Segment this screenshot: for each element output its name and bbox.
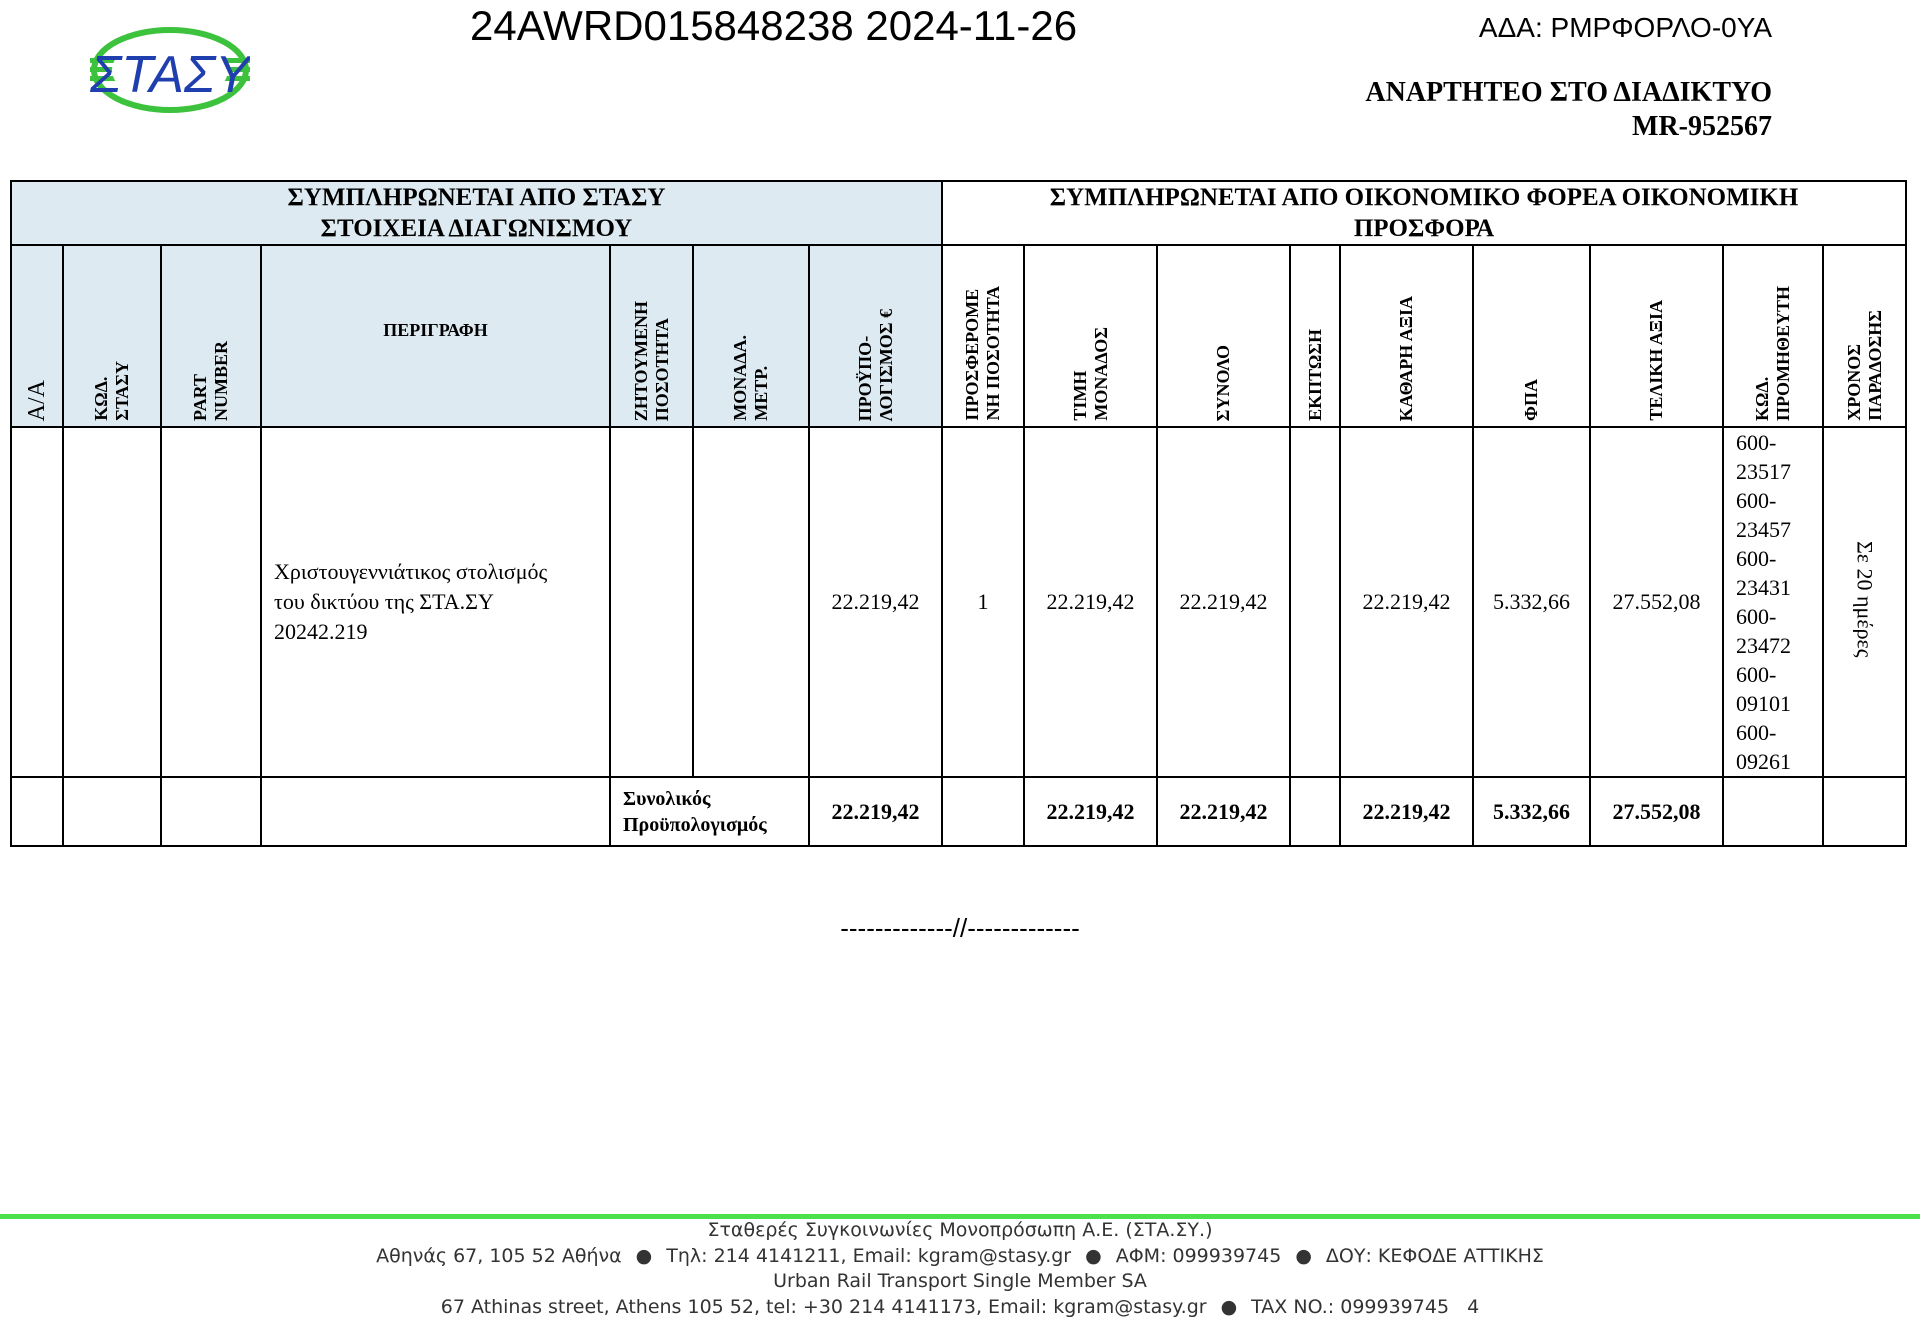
footer xyxy=(0,1218,1920,1320)
total-net-value: 22.219,42 xyxy=(1340,777,1473,846)
ada-code: ΑΔΑ: ΡΜΡΦΟΡΛΟ-0ΥΑ xyxy=(1478,12,1772,43)
col-kod-stasy: ΚΩΔ. ΣΤΑΣΥ xyxy=(63,245,161,427)
publish-note xyxy=(1365,76,1772,144)
cell-unit xyxy=(693,427,809,777)
col-aa: Α/Α xyxy=(11,245,63,427)
section-supplier: ΣΥΜΠΛΗΡΩΝΕΤΑΙ ΑΠΟ ΟΙΚΟΝΟΜΙΚΟ ΦΟΡΕΑ ΟΙΚΟΝΟΜΙΚΗ ΠΡΟΣΦΟΡΑ xyxy=(942,181,1906,245)
total-budget: 22.219,42 xyxy=(809,777,942,846)
total-unit-price: 22.219,42 xyxy=(1024,777,1157,846)
cell-description: Χριστουγεννιάτικος στολισμός του δικτύου της ΣΤΑ.ΣΥ 20242.219 xyxy=(261,427,610,777)
cell-vat: 5.332,66 xyxy=(1473,427,1590,777)
cell-kod-stasy xyxy=(63,427,161,777)
col-timi-monados: ΤΙΜΗ ΜΟΝΑΔΟΣ xyxy=(1024,245,1157,427)
col-teliki-axia: ΤΕΛΙΚΗ ΑΞΙΑ xyxy=(1590,245,1723,427)
col-prosferomeni-posotita: ΠΡΟΣΦΕΡΟΜΕ ΝΗ ΠΟΣΟΤΗΤΑ xyxy=(942,245,1024,427)
cell-budget: 22.219,42 xyxy=(809,427,942,777)
cell-final-value: 27.552,08 xyxy=(1590,427,1723,777)
footer-company-en: Urban Rail Transport Single Member SA xyxy=(773,1270,1147,1292)
cell-total: 22.219,42 xyxy=(1157,427,1290,777)
section-stasy: ΣΥΜΠΛΗΡΩΝΕΤΑΙ ΑΠΟ ΣΤΑΣΥ ΣΤΟΙΧΕΙΑ ΔΙΑΓΩΝΙΣΜΟΥ xyxy=(11,181,942,245)
col-kathari-axia: ΚΑΘΑΡΗ ΑΞΙΑ xyxy=(1340,245,1473,427)
footer-contact-en: 67 Athinas street, Athens 105 52, tel: +30 214 4141173, Email: kgram@stasy.gr ● TAX NO.: 099939745 4 xyxy=(440,1295,1480,1318)
cell-supplier-codes: 600- 23517 600- 23457 600- 23431 600- 23472 600- 09101 600- 09261 xyxy=(1723,427,1823,777)
col-synolo: ΣΥΝΟΛΟ xyxy=(1157,245,1290,427)
page-number: 4 xyxy=(1467,1295,1480,1318)
document-code: 24AWRD015848238 2024-11-26 xyxy=(470,2,1078,49)
col-kod-promitheuti: ΚΩΔ. ΠΡΟΜΗΘΕΥΤΗ xyxy=(1723,245,1823,427)
offer-table xyxy=(10,180,1907,847)
col-xronos-paradosis: ΧΡΟΝΟΣ ΠΑΡΑΔΟΣΗΣ xyxy=(1823,245,1906,427)
total-total: 22.219,42 xyxy=(1157,777,1290,846)
col-zitoumeni-posotita: ΖΗΤΟΥΜΕΝΗ ΠΟΣΟΤΗΤΑ xyxy=(610,245,693,427)
cell-requested-qty xyxy=(610,427,693,777)
cell-discount xyxy=(1290,427,1340,777)
cell-part-number xyxy=(161,427,261,777)
col-perigrafi: ΠΕΡΙΓΡΑΦΗ xyxy=(261,245,610,427)
totals-label: Συνολικός Προϋπολογισμός xyxy=(610,777,809,846)
col-part-number: PART NUMBER xyxy=(161,245,261,427)
section-header-row xyxy=(11,181,1906,245)
cell-net-value: 22.219,42 xyxy=(1340,427,1473,777)
cell-delivery-time: Σε 20 ημέρες xyxy=(1823,427,1906,777)
svg-text:ΣΤΑΣΥ: ΣΤΑΣΥ xyxy=(90,46,250,104)
total-final-value: 27.552,08 xyxy=(1590,777,1723,846)
col-monada-metr: ΜΟΝΑΔΑ. ΜΕΤΡ. xyxy=(693,245,809,427)
column-header-row xyxy=(11,245,1906,427)
totals-row xyxy=(11,777,1906,846)
total-vat: 5.332,66 xyxy=(1473,777,1590,846)
footer-company-gr: Σταθερές Συγκοινωνίες Μονοπρόσωπη Α.Ε. (ΣΤΑ.ΣΥ.) xyxy=(707,1219,1213,1241)
cell-offered-qty: 1 xyxy=(942,427,1024,777)
publish-line-1: ΑΝΑΡΤΗΤΕΟ ΣΤΟ ΔΙΑΔΙΚΤΥΟ xyxy=(1365,77,1772,108)
cell-aa xyxy=(11,427,63,777)
end-divider: -------------//------------- xyxy=(840,913,1080,943)
publish-line-2: MR-952567 xyxy=(1632,111,1772,142)
col-proypologismos: ΠΡΟΫΠΟ- ΛΟΓΙΣΜΟΣ € xyxy=(809,245,942,427)
cell-unit-price: 22.219,42 xyxy=(1024,427,1157,777)
col-ekptosi: ΕΚΠΤΩΣΗ xyxy=(1290,245,1340,427)
col-fpa: ΦΠΑ xyxy=(1473,245,1590,427)
table-row xyxy=(11,427,1906,777)
stasy-logo xyxy=(90,26,250,114)
footer-contact-gr: Αθηνάς 67, 105 52 Αθήνα ● Τηλ: 214 4141211, Email: kgram@stasy.gr ● ΑΦΜ: 099939745 ● ΔΟΥ: ΚΕΦΟΔΕ ΑΤΤΙΚΗΣ xyxy=(376,1244,1544,1267)
